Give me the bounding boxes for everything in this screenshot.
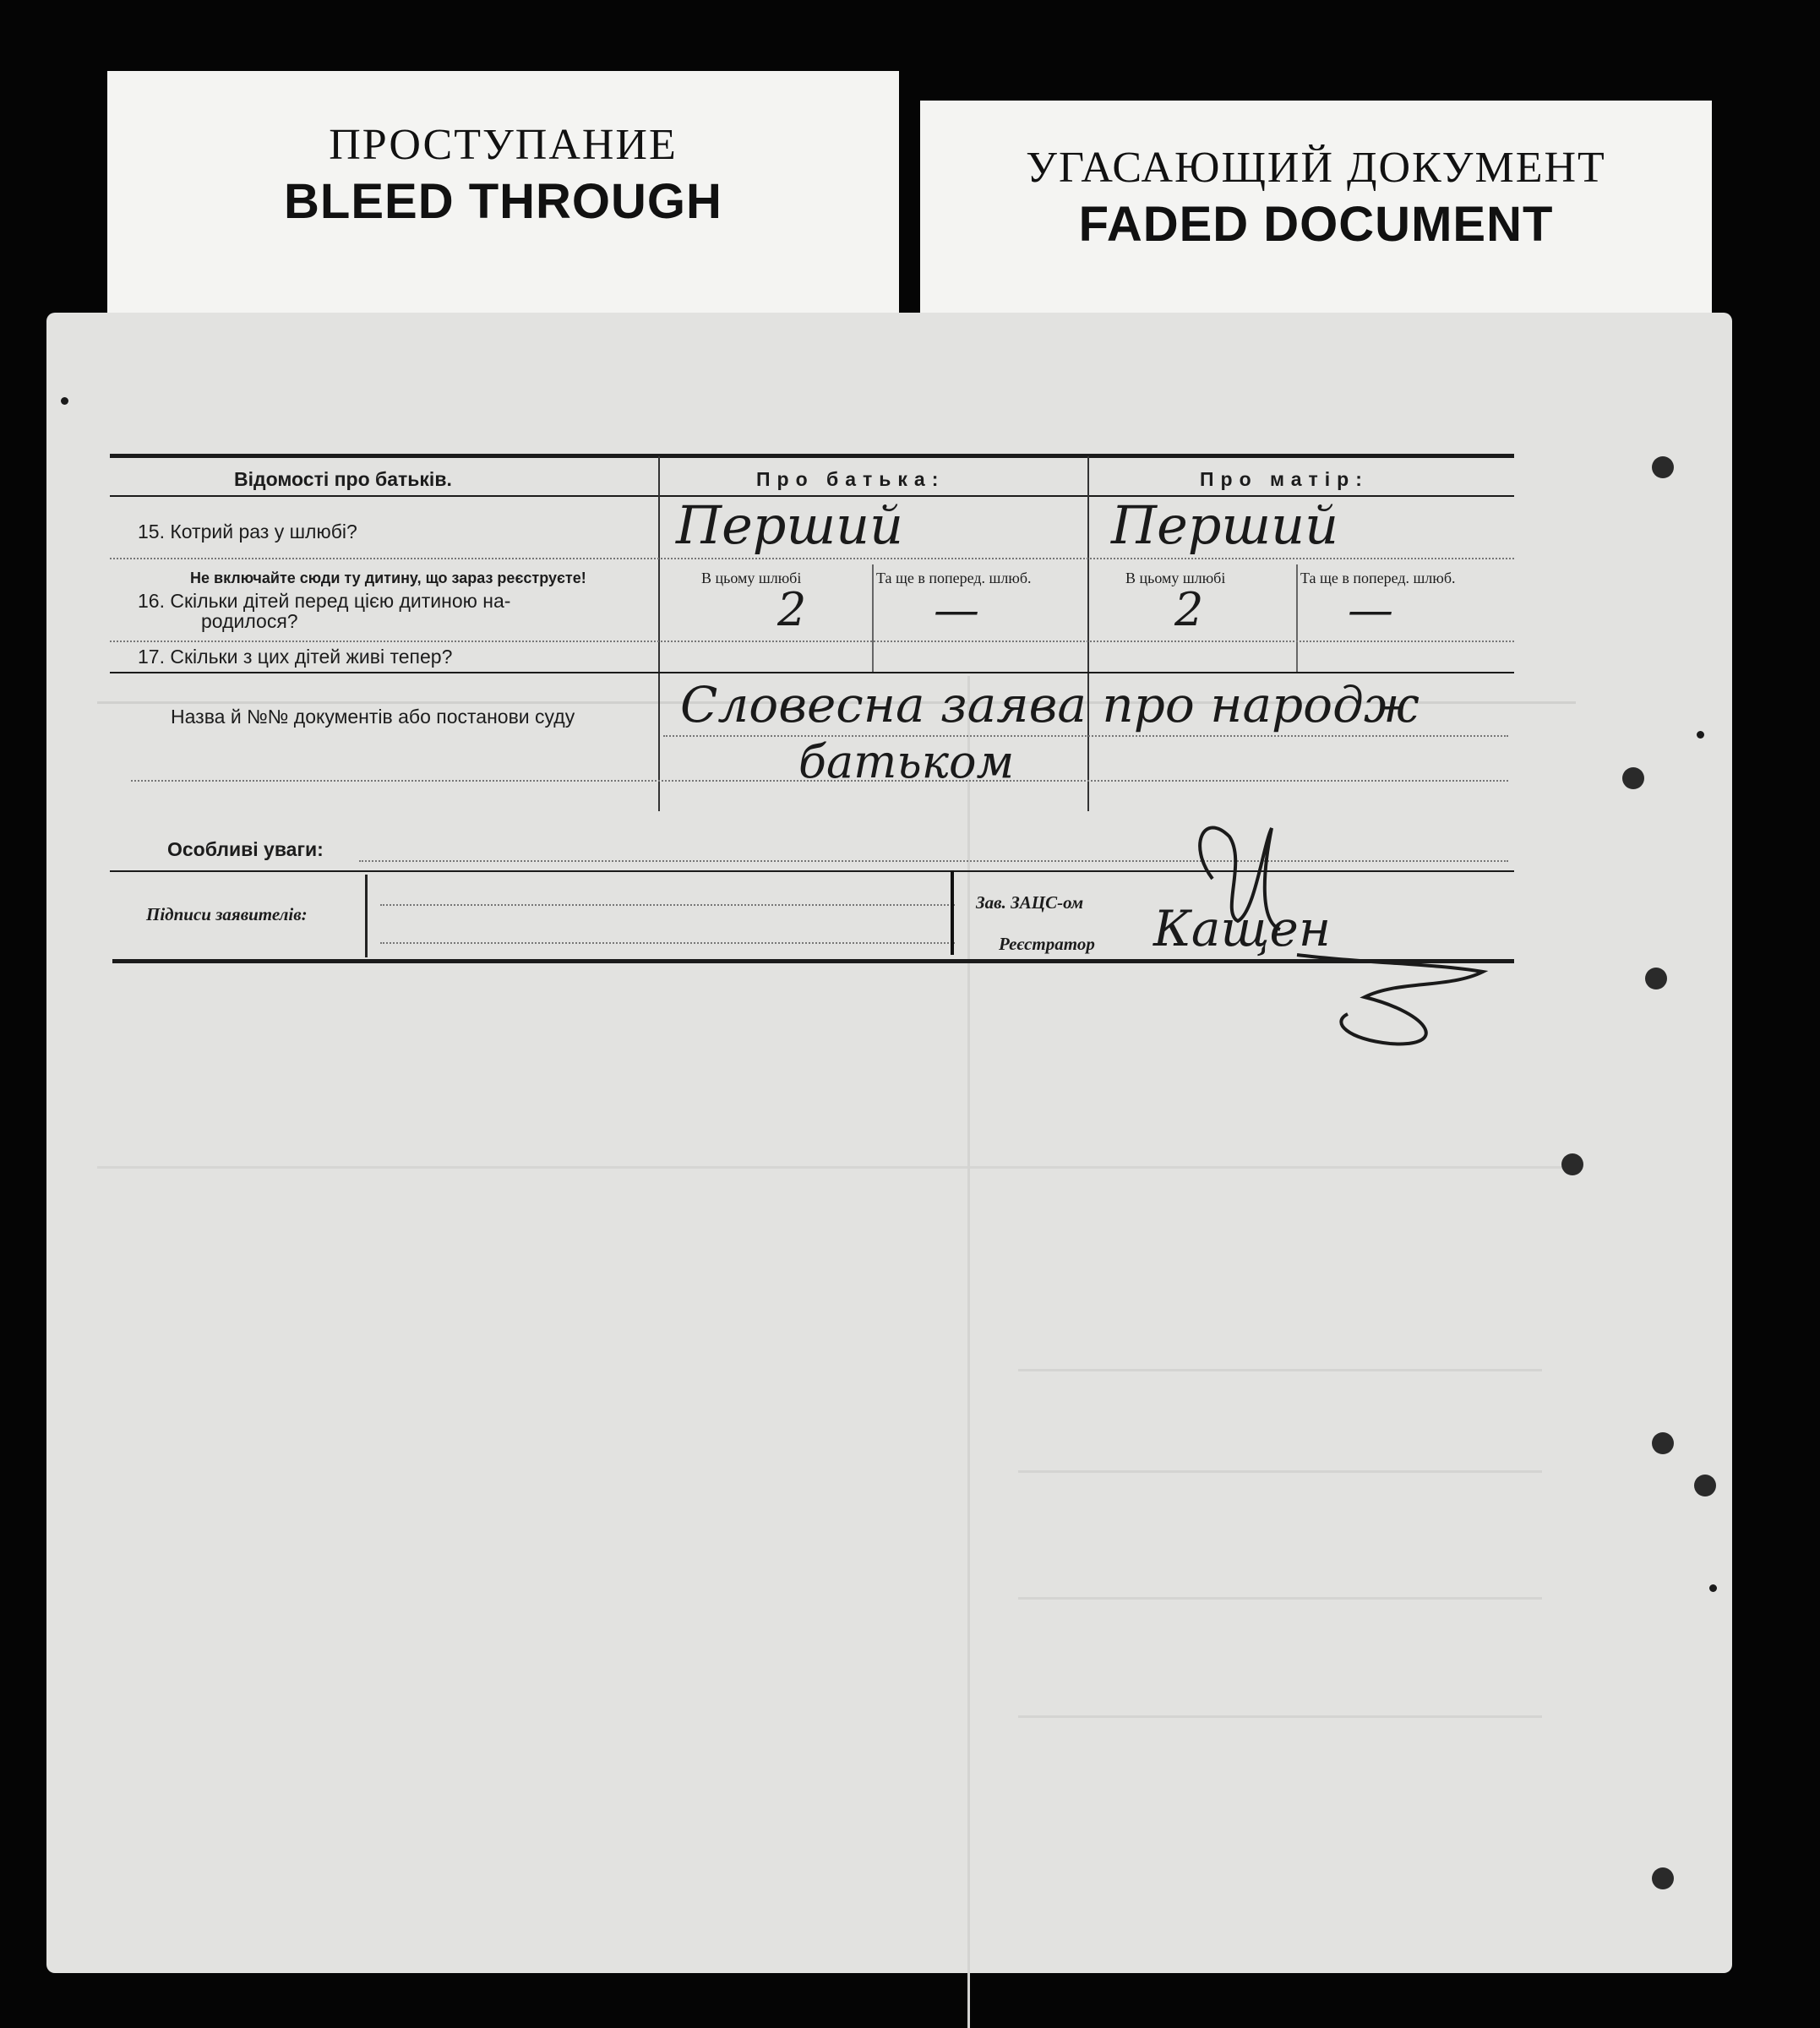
father-marriage-handwriting: Перший — [676, 494, 904, 556]
documents-label: Назва й №№ документів або постанови суду — [171, 706, 575, 728]
bleed-through-label-ru: ПРОСТУПАНИЕ — [329, 121, 678, 169]
bleed-through-label-en: BLEED THROUGH — [284, 174, 722, 229]
binder-hole — [1652, 1867, 1674, 1889]
question-15: 15. Котрий раз у шлюбі? — [138, 521, 357, 542]
faded-document-label-ru: УГАСАЮЩИЙ ДОКУМЕНТ — [1026, 144, 1606, 192]
signature-line-2 — [380, 942, 955, 944]
section-header: Відомості про батьків. — [234, 468, 452, 490]
row-17-rule — [110, 672, 1514, 673]
signature-flourish — [1179, 811, 1517, 1065]
mother-marriage-handwriting: Перший — [1111, 494, 1339, 556]
signature-bracket-left — [365, 875, 368, 957]
column-divider-2 — [1087, 456, 1089, 811]
father-subheader-prev: Та ще в поперед. шлюб. — [876, 570, 1032, 586]
column-header-mother: Про матір: — [1200, 468, 1369, 490]
binder-hole — [1652, 1432, 1674, 1454]
registrar-label: Реєстратор — [999, 934, 1095, 954]
mother-prev-children-handwriting: — — [1348, 583, 1393, 636]
signature-line-1 — [380, 904, 955, 906]
mother-subheader-this: В цьому шлюбі — [1125, 570, 1226, 586]
father-prev-children-handwriting: — — [934, 583, 979, 636]
signatures-label: Підписи заявителів: — [146, 904, 308, 924]
paper-speck — [1697, 731, 1704, 739]
father-subheader-this: В цьому шлюбі — [701, 570, 802, 586]
document-sheet — [46, 313, 1732, 1973]
documents-handwriting-line1: Словесна заява про народж — [680, 676, 1419, 733]
subcolumn-divider-father — [872, 564, 874, 673]
faded-document-label-card — [920, 101, 1712, 324]
special-notes-label: Особливі уваги: — [167, 838, 324, 860]
question-16-line1: 16. Скільки дітей перед цією дитиною на- — [138, 590, 511, 612]
head-of-registry-label: Зав. ЗАЦС-ом — [976, 892, 1084, 913]
binder-hole — [1652, 456, 1674, 478]
documents-line-2 — [131, 780, 1508, 782]
note-exclude-child: Не включайте сюди ту дитину, що зараз реєструєте! — [190, 570, 586, 586]
column-divider-1 — [658, 456, 660, 811]
question-17: 17. Скільки з цих дітей живі тепер? — [138, 646, 453, 668]
father-children-handwriting: 2 — [777, 583, 807, 636]
table-top-rule — [110, 454, 1514, 458]
table-bottom-rule — [112, 959, 1514, 963]
binder-hole — [1645, 968, 1667, 989]
registrar-signature: Кащен — [1153, 900, 1332, 957]
row-15-line — [110, 558, 1514, 559]
paper-speck — [61, 397, 68, 405]
documents-line-1 — [663, 735, 1508, 737]
binder-hole — [1561, 1153, 1583, 1175]
binder-hole — [1622, 767, 1644, 789]
documents-handwriting-line2: батьком — [798, 735, 1015, 788]
question-16-line2: родилося? — [201, 610, 298, 632]
mother-children-handwriting: 2 — [1174, 583, 1204, 636]
column-header-father: Про батька: — [756, 468, 945, 490]
bleed-through-label-card — [107, 71, 899, 324]
row-16-line — [110, 641, 1514, 642]
faded-document-label-en: FADED DOCUMENT — [1078, 197, 1554, 252]
signature-divider — [951, 870, 954, 955]
subcolumn-divider-mother — [1296, 564, 1298, 673]
paper-speck — [1709, 1584, 1717, 1592]
binder-hole — [1694, 1475, 1716, 1496]
mother-subheader-prev: Та ще в поперед. шлюб. — [1300, 570, 1456, 586]
